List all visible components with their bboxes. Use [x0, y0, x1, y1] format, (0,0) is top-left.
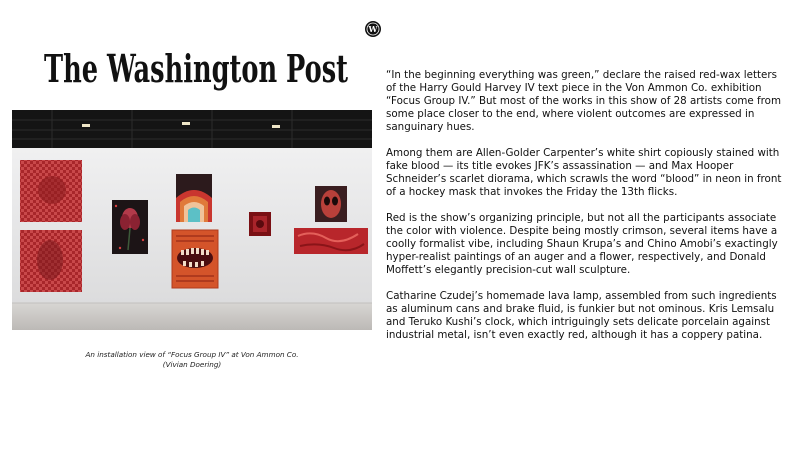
photo-caption: [12, 350, 372, 370]
painting-checkered-top: [20, 160, 82, 222]
painting-arches: [176, 174, 212, 222]
article-paragraph-4: Catharine Czudej’s homemade lava lamp, assembled from such ingredients as aluminum cans and brake fluid, is funkier but not ominous. Kris Lemsalu and Teruko Kushi’s clock, which intriguingly sets delicate porcelain against industrial metal, isn’t even exactly red, although it has a coppery patina.: [386, 290, 777, 341]
painting-small-square: [249, 212, 271, 236]
article-paragraph-1: “In the beginning everything was green,” declare the raised red-wax letters of the Harry Gould Harvey IV text piece in the Von Ammon Co. exhibition “Focus Group IV.” But most of the works in this show of 28 artists come from some place closer to the end, where violent outcomes are expressed in sanguinary hues.: [386, 69, 782, 133]
painting-alien-face: [315, 186, 347, 222]
article-body: [386, 69, 788, 355]
article-paragraph-3: Red is the show’s organizing principle, but not all the participants associate the color with violence. Despite being mostly crimson, several items have a coolly formalist vibe, including Shaun Krupa’s and Chino Amobi’s exactingly hyper-realist paintings of an auger and a flower, respectively, and Donald Moffett’s elegantly precision-cut wall sculpture.: [386, 212, 778, 276]
masthead-title: The Washington Post: [44, 46, 349, 91]
painting-wide-red: [294, 228, 368, 254]
circled-w-logo-icon: [364, 20, 382, 38]
installation-photo: [12, 110, 372, 330]
article-paragraph-2: Among them are Allen-Golder Carpenter’s white shirt copiously stained with fake blood — its title evokes JFK’s assassination — and Max Hooper Schneider’s scarlet diorama, which scrawls the word “blood” in neon in front of a hockey mask that invokes the Friday the 13th flicks.: [386, 147, 782, 198]
painting-dark-flower: [112, 200, 148, 254]
painting-checkered-bottom: [20, 230, 82, 292]
caption-line-photographer: (Vivian Doering): [162, 360, 222, 369]
masthead-logo: [42, 46, 350, 94]
brand-mark-letter: W: [368, 24, 378, 34]
painting-orange-mouth: [172, 230, 218, 288]
caption-line-credit-title: An installation view of “Focus Group IV” at Von Ammon Co.: [85, 350, 299, 359]
